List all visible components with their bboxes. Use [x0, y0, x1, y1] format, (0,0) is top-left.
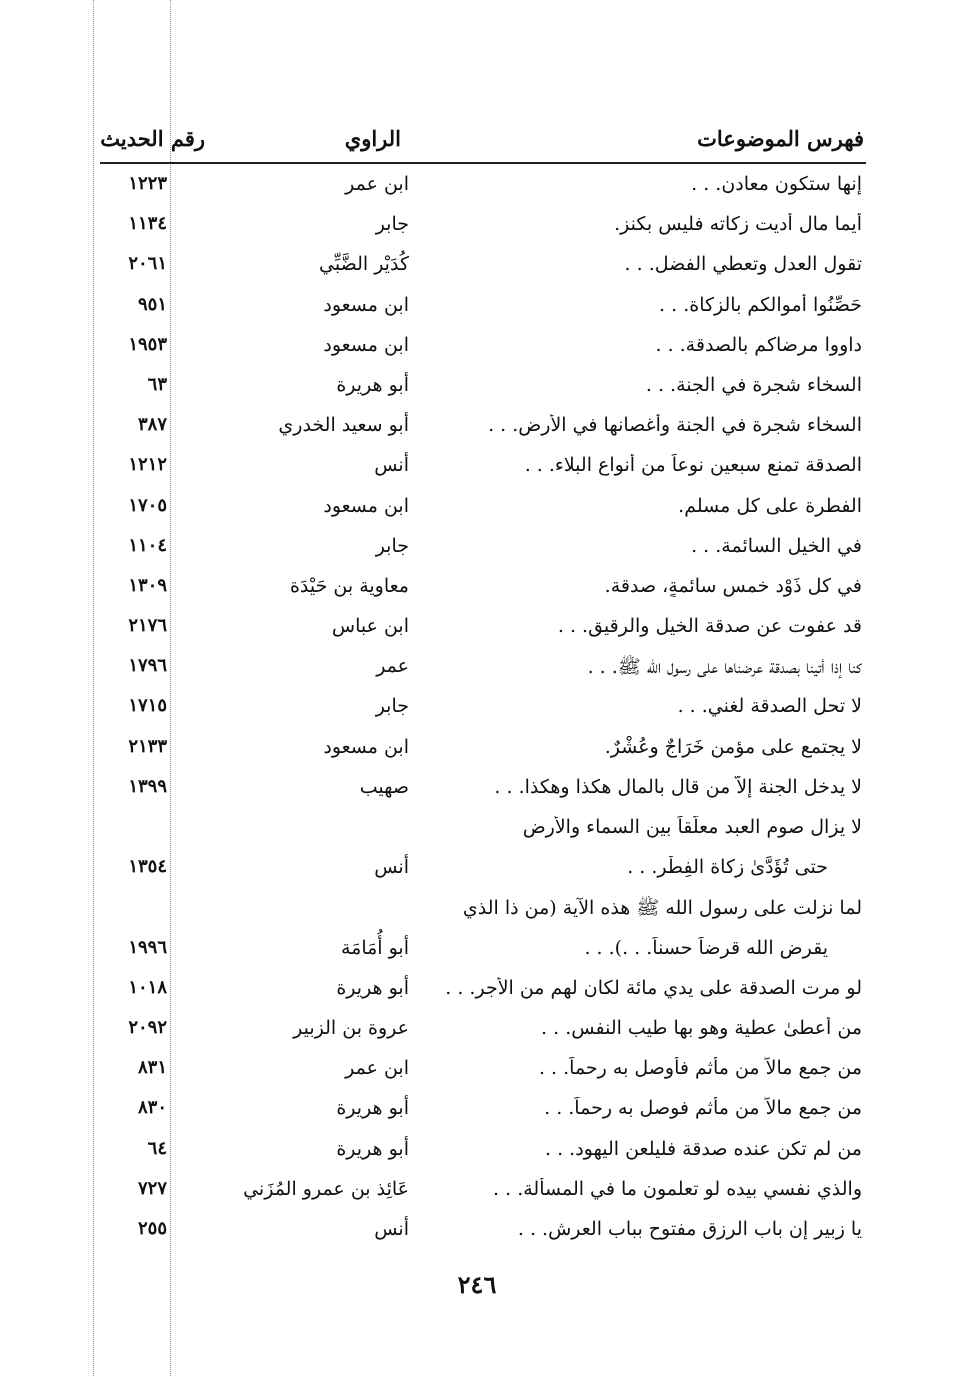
narrator-text: أنس	[374, 1217, 409, 1240]
table-row	[0, 1010, 954, 1050]
hadith-number: ٢١٣٣	[128, 735, 167, 757]
hadith-number: ١١٠٤	[128, 534, 167, 556]
topic-text: من أعطىٰ عطية وهو بها طيب النفس. . .	[541, 1016, 862, 1039]
table-row	[0, 488, 954, 528]
table-row	[0, 889, 954, 929]
topic-text: في الخيل السائمة. . .	[691, 534, 862, 557]
hadith-number: ١٢١٢	[128, 454, 167, 476]
narrator-text: أبو أُمَامَة	[340, 936, 409, 959]
hadith-number: ٦٣	[147, 373, 167, 395]
topic-text: الفطرة على كل مسلم.	[678, 494, 862, 517]
narrator-text: جابر	[375, 534, 409, 557]
hadith-number: ٢٠٩٢	[128, 1016, 167, 1038]
table-row	[0, 688, 954, 728]
topic-text: والذي نفسي بيده لو تعلمون ما في المسألة. . .	[493, 1177, 862, 1200]
narrator-text: عَائِذ بن عمرو المُزَني	[243, 1177, 409, 1200]
hadith-number: ٢٠٦١	[128, 253, 167, 275]
hadith-number: ٦٤	[147, 1137, 167, 1159]
narrator-text: أبو هريرة	[336, 976, 409, 999]
table-row	[0, 1171, 954, 1211]
topic-text: قد عفوت عن صدقة الخيل والرقيق. . .	[557, 615, 862, 638]
topic-text: لما نزلت على رسول الله ﷺ هذه الآية (من ذا الذي	[462, 897, 862, 920]
hadith-number: ١٠١٨	[128, 976, 167, 998]
narrator-text: ابن عمر	[345, 1057, 409, 1080]
hadith-number: ١٧٩٦	[128, 655, 167, 677]
table-row	[0, 849, 954, 889]
narrator-text: أبو هريرة	[336, 1137, 409, 1160]
topics-column-header: فهرس الموضوعات	[697, 126, 864, 151]
topic-text: من لم تكن عنده صدقة فليلعن اليهود. . .	[545, 1137, 862, 1160]
narrator-text: ابن مسعود	[323, 333, 409, 356]
narrator-text: أبو هريرة	[336, 1097, 409, 1120]
table-row	[0, 246, 954, 286]
table-row	[0, 648, 954, 688]
hadith-number: ٢٥٥	[137, 1217, 167, 1239]
table-row	[0, 407, 954, 447]
table-row	[0, 930, 954, 970]
narrator-text: عروة بن الزبير	[293, 1016, 409, 1039]
header-divider	[100, 162, 866, 164]
topic-text: حتى تُؤَدَّىٰ زكاة الفِطْرِ. . .	[627, 856, 828, 879]
narrator-text: ابن عباس	[331, 615, 409, 638]
hadith-number: ١٣٩٩	[128, 775, 167, 797]
table-row	[0, 1211, 954, 1251]
hadith-number: ٢١٧٦	[128, 615, 167, 637]
narrator-text: عمر	[376, 655, 409, 678]
topic-text: لا تحل الصدقة لغني. . .	[677, 695, 862, 718]
table-row	[0, 287, 954, 327]
narrator-text: جابر	[375, 213, 409, 236]
table-header	[0, 118, 954, 158]
hadith-number: ١٣٠٩	[128, 574, 167, 596]
topic-text: في كل ذَوْد خمسٍ سائمةٍ، صدقة.	[604, 574, 862, 597]
topic-text: لا يدخل الجنة إلاّ من قال بالمال هكذا وهكذا. . .	[494, 775, 862, 798]
narrator-text: صهيب	[359, 775, 409, 798]
narrator-text: ابن مسعود	[323, 293, 409, 316]
table-row	[0, 367, 954, 407]
narrator-text: ابن مسعود	[323, 494, 409, 517]
topic-text: الصدقة تمنع سبعين نوعاً من أنواع البلاء. . .	[524, 454, 862, 477]
narrator-text: جابر	[375, 695, 409, 718]
table-row	[0, 769, 954, 809]
hadith-number: ٧٢٧	[137, 1177, 167, 1199]
index-table	[0, 166, 954, 1251]
topic-text: لو مرت الصدقة على يدي مائة لكان لهم من الأجر. . .	[445, 976, 862, 999]
hadith-number: ١٧٠٥	[128, 494, 167, 516]
topic-text: داووا مرضاكم بالصدقة. . .	[655, 333, 862, 356]
table-row	[0, 447, 954, 487]
narrator-text: معاوية بن حَيْدَة	[289, 574, 409, 597]
topic-text: كنا إذا أتينا بصدقة عرضناها على رسول الله ﷺ. . .	[587, 656, 862, 679]
narrator-text: أبو هريرة	[336, 373, 409, 396]
hadith-number: ٩٥١	[137, 293, 167, 315]
narrator-text: ابن مسعود	[323, 735, 409, 758]
narrator-column-header: الراوي	[344, 126, 401, 151]
narrator-text: ابن عمر	[345, 173, 409, 195]
narrator-text: أنس	[374, 856, 409, 879]
topic-text: السخاء شجرة في الجنة. . .	[645, 373, 862, 396]
topic-text: لا يزال صوم العبد معلّقاً بين السماء والأرض	[522, 816, 862, 838]
narrator-text: أبو سعيد الخدري	[278, 414, 409, 437]
hadith-number: ١٢٢٣	[128, 173, 167, 194]
hadith-number: ١٩٩٦	[128, 936, 167, 958]
table-row	[0, 608, 954, 648]
table-row	[0, 166, 954, 206]
table-row	[0, 1090, 954, 1130]
table-row	[0, 327, 954, 367]
hadith-number: ٣٨٧	[137, 414, 167, 436]
topic-text: حَصِّنُوا أموالكم بالزكاة. . .	[659, 293, 862, 316]
hadith-number: ١٧١٥	[128, 695, 167, 717]
topic-text: لا يجتمع على مؤمن خَرَاجٌ وعُشْرٌ.	[604, 735, 862, 758]
topic-text: يا زبير إن باب الرزق مفتوح بباب العرش. . .	[517, 1217, 862, 1240]
table-row	[0, 809, 954, 849]
narrator-text: أنس	[374, 454, 409, 477]
topic-text: إنها ستكون معادن. . .	[691, 173, 862, 195]
topic-text: تقول العدل وتعطي الفضل. . .	[624, 253, 862, 276]
hadith-number: ١١٣٤	[128, 213, 167, 235]
page-number: ٢٤٦	[457, 1270, 497, 1299]
hadith-number: ١٩٥٣	[128, 333, 167, 355]
table-row	[0, 1050, 954, 1090]
table-row	[0, 729, 954, 769]
table-row	[0, 1131, 954, 1171]
table-row	[0, 528, 954, 568]
topic-text: أيما مال أديت زكاته فليس بكنز.	[614, 213, 862, 236]
hadith-number: ١٣٥٤	[128, 856, 167, 878]
topic-text: يقرض الله قرضاً حسناً. . .). . .	[584, 936, 828, 959]
table-row	[0, 206, 954, 246]
topic-text: من جمع مالاً من مأثم فأوصل به رحماً. . .	[538, 1057, 862, 1080]
narrator-text: كُدَيْر الضَّبِّي	[319, 253, 409, 276]
hadith-number: ٨٣٠	[137, 1097, 167, 1119]
table-row	[0, 568, 954, 608]
table-row	[0, 970, 954, 1010]
topic-text: السخاء شجرة في الجنة وأغصانها في الأرض. . .	[488, 414, 862, 437]
hadith-number: ٨٣١	[137, 1057, 167, 1079]
topic-text: من جمع مالاً من مأثم فوصل به رحماً. . .	[544, 1097, 862, 1120]
hadith-number-column-header: رقم الحديث	[100, 126, 205, 151]
